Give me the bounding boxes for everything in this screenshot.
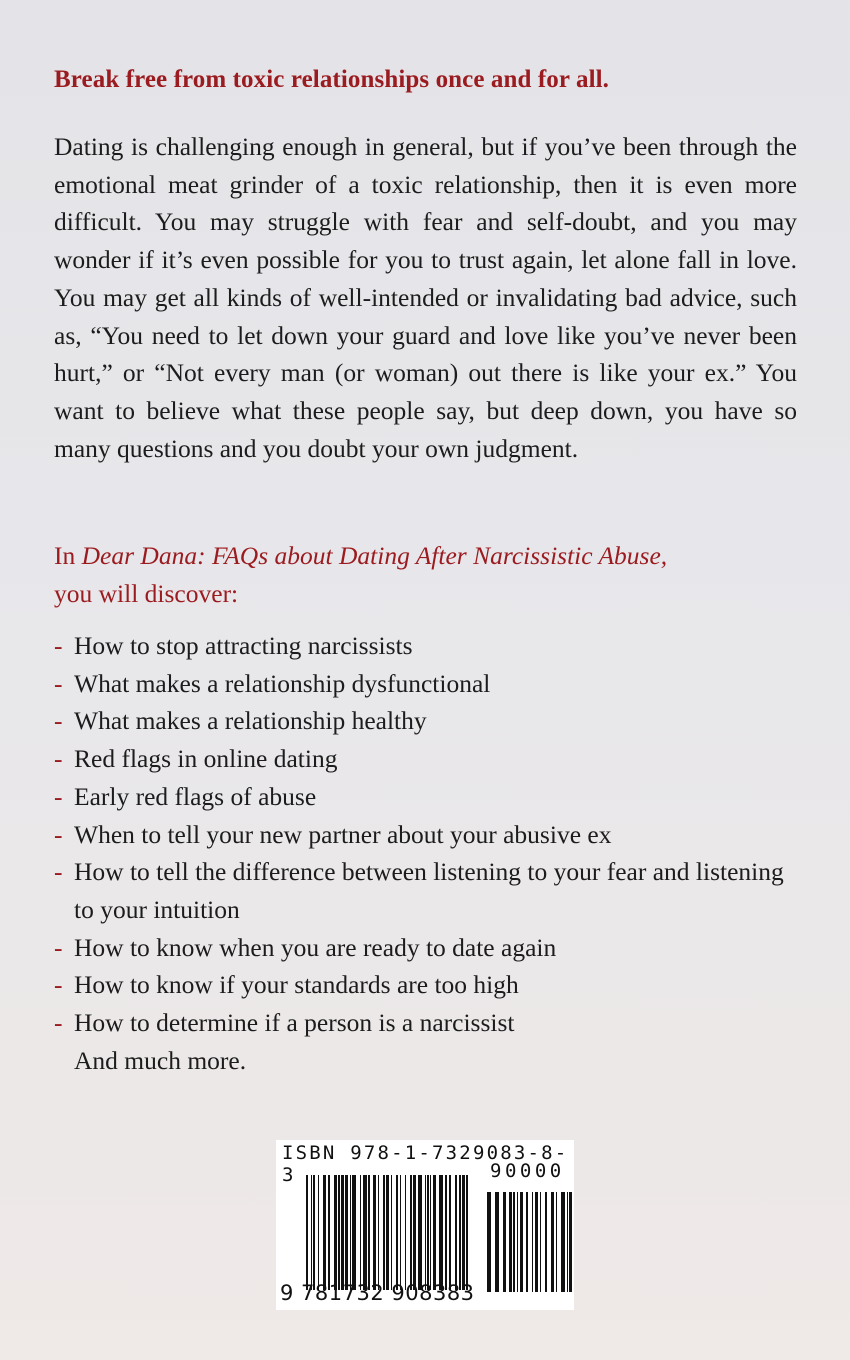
barcode-bar bbox=[430, 1175, 431, 1290]
list-item-text: How to determine if a person is a narcissist bbox=[74, 1008, 515, 1038]
dash-bullet: - bbox=[54, 857, 63, 887]
barcode-bar bbox=[345, 1175, 348, 1290]
barcode-bar bbox=[328, 1175, 330, 1290]
barcode-bar bbox=[433, 1175, 436, 1290]
list-item bbox=[54, 1004, 794, 1042]
isbn-barcode bbox=[276, 1140, 574, 1310]
dash-bullet: - bbox=[54, 970, 63, 1000]
list-item-text: What makes a relationship dysfunctional bbox=[74, 668, 491, 698]
barcode-bar bbox=[459, 1175, 461, 1290]
barcode-bar bbox=[556, 1192, 557, 1292]
book-title: Dear Dana: FAQs about Dating After Narcissistic Abuse, bbox=[81, 541, 668, 570]
barcode-bar bbox=[378, 1175, 379, 1290]
barcode-bar bbox=[567, 1192, 568, 1292]
closing-line: And much more. bbox=[74, 1045, 247, 1075]
barcode-bar bbox=[313, 1175, 315, 1290]
barcode-bar bbox=[495, 1192, 499, 1292]
barcode-bar bbox=[405, 1175, 406, 1290]
list-item bbox=[54, 966, 794, 1004]
barcode-bar bbox=[427, 1175, 429, 1290]
barcode-bar bbox=[487, 1192, 491, 1292]
barcode-bar bbox=[383, 1175, 385, 1290]
list-item bbox=[54, 627, 794, 665]
barcode-bar bbox=[373, 1175, 376, 1290]
barcode-bar bbox=[445, 1175, 447, 1290]
barcode-bar bbox=[418, 1175, 422, 1290]
barcode-bar bbox=[462, 1175, 465, 1290]
list-item-text: Red flags in online dating bbox=[74, 744, 338, 774]
barcode-bar bbox=[561, 1192, 565, 1292]
barcode-bar bbox=[413, 1175, 416, 1290]
list-item-text: When to tell your new partner about your abusive ex bbox=[74, 819, 612, 849]
barcode-bar bbox=[410, 1175, 412, 1290]
isbn-text: ISBN 978-1-7329083-8-3 bbox=[282, 1142, 569, 1186]
dash-bullet: - bbox=[54, 932, 63, 962]
list-item bbox=[54, 702, 794, 740]
list-item bbox=[54, 853, 794, 928]
barcode-bar bbox=[535, 1192, 538, 1292]
barcode-bar bbox=[360, 1175, 361, 1290]
barcode-bar bbox=[363, 1175, 367, 1290]
list-item bbox=[54, 740, 794, 778]
barcode-bar bbox=[526, 1192, 528, 1292]
lead-prefix: In bbox=[54, 541, 82, 570]
list-item-text: How to tell the difference between listening to your fear and listening to your intuition bbox=[74, 857, 784, 924]
price-code: 90000 bbox=[490, 1160, 565, 1182]
barcode-bar bbox=[338, 1175, 340, 1290]
barcode-bar bbox=[341, 1175, 344, 1290]
barcode-bar bbox=[569, 1192, 572, 1292]
barcode-bar bbox=[532, 1192, 533, 1292]
barcode-bar bbox=[466, 1175, 468, 1290]
barcode-bar bbox=[352, 1175, 356, 1290]
barcode-bar bbox=[334, 1175, 337, 1290]
barcode-bar bbox=[520, 1192, 523, 1292]
barcode-bar bbox=[350, 1175, 351, 1290]
barcode-bar bbox=[386, 1175, 389, 1290]
list-item-text: How to stop attracting narcissists bbox=[74, 631, 413, 660]
barcode-bar bbox=[425, 1175, 426, 1290]
barcode-bar bbox=[551, 1192, 554, 1292]
barcode-bar bbox=[400, 1175, 401, 1290]
list-item bbox=[54, 665, 794, 703]
barcode-bar bbox=[391, 1175, 392, 1290]
barcode-bar bbox=[540, 1192, 541, 1292]
lead-suffix: you will discover: bbox=[54, 578, 239, 608]
barcode-bar bbox=[396, 1175, 398, 1290]
headline: Break free from toxic relationships once and for all. bbox=[54, 66, 610, 93]
barcode-bar bbox=[513, 1192, 515, 1292]
list-item-text: How to know if your standards are too high bbox=[74, 970, 519, 1000]
list-item bbox=[54, 778, 794, 816]
barcode-bar bbox=[545, 1192, 547, 1292]
intro-paragraph: Dating is challenging enough in general, but if you’ve been through the emotional meat grinder of a toxic relationship, then it is even more difficult. You may struggle with fear and self-doubt, and you may wonder if it’s even possible for you to trust again, let alone fall in love. You may get all kinds of well-intended or invalidating bad advice, such as, “You need to let down your guard and love like you’ve never been hurt,” or “Not every man (or woman) out there is like your ex.” You want to believe what these people say, but deep down, you have so many questions and you doubt your own judgment. bbox=[54, 132, 797, 463]
list-item-text: What makes a relationship healthy bbox=[74, 706, 427, 736]
barcode-bar bbox=[368, 1175, 370, 1290]
barcode-bar bbox=[449, 1175, 451, 1290]
dash-bullet: - bbox=[54, 781, 63, 811]
dash-bullet: - bbox=[54, 668, 63, 698]
benefits-list bbox=[54, 627, 794, 1079]
dash-bullet: - bbox=[54, 1008, 63, 1038]
discover-lead bbox=[54, 537, 667, 612]
barcode-bar bbox=[318, 1175, 319, 1290]
barcode-bar bbox=[306, 1175, 308, 1290]
barcode-bar bbox=[323, 1175, 326, 1290]
dash-bullet: - bbox=[54, 631, 63, 660]
list-item bbox=[54, 816, 794, 854]
barcode-bar bbox=[311, 1175, 312, 1290]
barcode-bar bbox=[517, 1192, 518, 1292]
barcode-bar bbox=[439, 1175, 443, 1290]
dash-bullet: - bbox=[54, 744, 63, 774]
ean-digits: 9 781732 908383 bbox=[280, 1281, 475, 1305]
list-item-text: How to know when you are ready to date again bbox=[74, 932, 557, 962]
barcode-bar bbox=[455, 1175, 457, 1290]
list-item bbox=[54, 929, 794, 967]
dash-bullet: - bbox=[54, 819, 63, 849]
barcode-bar bbox=[509, 1192, 512, 1292]
barcode-bar bbox=[503, 1192, 506, 1292]
list-item-text: Early red flags of abuse bbox=[74, 781, 317, 811]
dash-bullet: - bbox=[54, 706, 63, 736]
